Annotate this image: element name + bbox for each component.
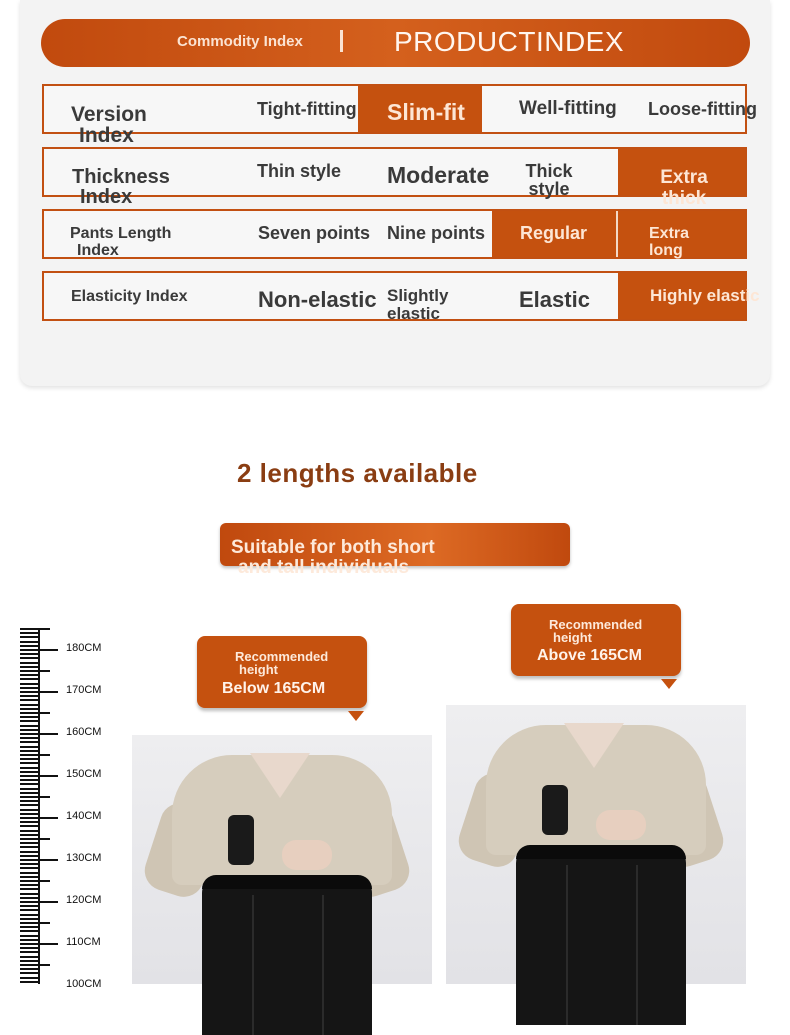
ruler-tick [20, 695, 40, 697]
ruler-tick [20, 712, 50, 714]
ruler-tick [20, 981, 40, 983]
ruler-tick [20, 754, 50, 756]
ruler-tick [20, 674, 40, 676]
ruler-tick [20, 758, 40, 760]
elasticity-index-row [42, 271, 760, 323]
ruler-tick [20, 930, 40, 932]
ruler-tick [20, 956, 40, 958]
option-slim-fit: Slim-fit [387, 99, 465, 125]
model-photo-tall [446, 705, 746, 984]
option-highly-elastic: Highly elastic [650, 286, 760, 305]
ruler-tick [20, 888, 40, 890]
tag-height-value: Above 165CM [537, 647, 642, 664]
ruler-tick [20, 779, 40, 781]
option-moderate: Moderate [387, 162, 490, 188]
ruler-tick [20, 884, 40, 886]
option-thin-style: Thin style [257, 161, 342, 181]
ruler-tick [20, 821, 40, 823]
ruler-tick [20, 632, 40, 634]
ruler-tick [20, 901, 58, 903]
ruler-tick [20, 775, 58, 777]
option-tight-fitting: Tight-fitting [257, 99, 357, 119]
ruler-tick [20, 666, 40, 668]
ruler-tick [20, 641, 40, 643]
option-elastic: Elastic [519, 287, 590, 312]
option-thick-style: Thick style [525, 161, 573, 199]
ruler-label: 150CM [66, 768, 102, 780]
ruler-label: 180CM [66, 642, 102, 654]
ruler-tick [20, 792, 40, 794]
row-label: Elasticity Index [71, 288, 188, 305]
ruler-label: 140CM [66, 810, 102, 822]
option-slightly-elastic: Slightly elastic [387, 286, 449, 323]
header-commodity-index: Commodity Index [177, 33, 303, 50]
row-label-line2: Index [77, 242, 119, 259]
suitability-line2: and tall individuals [238, 557, 410, 578]
highlight-divider [616, 211, 618, 257]
ruler-tick [20, 960, 40, 962]
ruler-tick [20, 926, 40, 928]
option-nine-points: Nine points [387, 223, 485, 243]
ruler-tick [20, 939, 40, 941]
option-loose-fitting: Loose-fitting [648, 99, 757, 119]
ruler-tick [20, 645, 40, 647]
ruler-tick [20, 813, 40, 815]
height-ruler [20, 628, 110, 990]
ruler-tick [20, 708, 40, 710]
row-label-line2: Index [79, 124, 134, 147]
ruler-tick [20, 746, 40, 748]
ruler-tick [20, 804, 40, 806]
ruler-tick [20, 972, 40, 974]
ruler-tick [20, 977, 40, 979]
ruler-tick [20, 741, 40, 743]
option-non-elastic: Non-elastic [258, 287, 377, 312]
ruler-tick [20, 935, 40, 937]
ruler-tick [20, 914, 40, 916]
ruler-tick [20, 649, 58, 651]
ruler-tick [20, 817, 58, 819]
header-divider [340, 30, 343, 52]
ruler-tick [20, 628, 50, 630]
option-extra-thick: Extra thick [660, 167, 708, 209]
ruler-tick [20, 846, 40, 848]
ruler-tick [20, 876, 40, 878]
version-index-row [42, 84, 757, 147]
tag-label-line1: Recommended [549, 617, 643, 632]
ruler-tick [20, 943, 58, 945]
ruler-label: 110CM [66, 936, 101, 948]
ruler-label: 120CM [66, 894, 102, 906]
ruler-tick [20, 909, 40, 911]
ruler-tick [20, 947, 40, 949]
ruler-tick [20, 725, 40, 727]
ruler-tick [20, 771, 40, 773]
recommended-height-tag-below [197, 636, 367, 708]
ruler-tick [20, 767, 40, 769]
ruler-tick [20, 720, 40, 722]
row-label-line2: Index [80, 186, 133, 208]
row-label-line1: Version [71, 103, 147, 126]
ruler-tick [20, 830, 40, 832]
suitability-line1: Suitable for both short [231, 537, 435, 558]
ruler-tick [20, 851, 40, 853]
option-regular: Regular [520, 223, 588, 243]
ruler-tick [20, 670, 50, 672]
ruler-label: 160CM [66, 726, 102, 738]
tag-height-value: Below 165CM [222, 680, 326, 697]
ruler-tick [20, 691, 58, 693]
ruler-tick [20, 678, 40, 680]
ruler-tick [20, 716, 40, 718]
ruler-label: 170CM [66, 684, 102, 696]
ruler-tick [20, 737, 40, 739]
ruler-tick [20, 662, 40, 664]
ruler-tick [20, 838, 50, 840]
tag-label-line2: height [239, 662, 278, 677]
ruler-tick [20, 636, 40, 638]
row-label-line1: Thickness [72, 166, 170, 188]
tag-label-line2: height [553, 630, 592, 645]
ruler-tick [20, 855, 40, 857]
recommended-height-tag-above [511, 604, 681, 676]
ruler-tick [20, 880, 50, 882]
ruler-tick [20, 796, 50, 798]
ruler-tick [20, 657, 40, 659]
ruler-tick [20, 687, 40, 689]
ruler-tick [20, 834, 40, 836]
ruler-tick [20, 729, 40, 731]
ruler-tick [20, 800, 40, 802]
ruler-tick [20, 867, 40, 869]
ruler-tick [20, 653, 40, 655]
pants-length-index-row [42, 209, 747, 259]
tag-pointer [661, 679, 677, 689]
ruler-tick [20, 699, 40, 701]
ruler-tick [20, 964, 50, 966]
ruler-tick [20, 762, 40, 764]
ruler-tick [20, 704, 40, 706]
ruler-tick [20, 951, 40, 953]
lengths-title: 2 lengths available [237, 458, 478, 488]
ruler-tick [20, 788, 40, 790]
ruler-tick [20, 863, 40, 865]
ruler-tick [20, 809, 40, 811]
ruler-tick [20, 905, 40, 907]
tag-label-line1: Recommended [235, 649, 329, 664]
option-extra-long: Extra long [649, 225, 690, 259]
tag-pointer [348, 711, 364, 721]
ruler-tick [20, 733, 58, 735]
ruler-tick [20, 825, 40, 827]
header-product-index: PRODUCTINDEX [394, 26, 625, 57]
ruler-label: 100CM [66, 978, 102, 990]
ruler-label: 130CM [66, 852, 102, 864]
ruler-tick [20, 872, 40, 874]
ruler-tick [20, 893, 40, 895]
option-seven-points: Seven points [258, 223, 371, 243]
option-well-fitting: Well-fitting [519, 98, 617, 119]
ruler-tick [20, 968, 40, 970]
ruler-tick [20, 842, 40, 844]
ruler-tick [20, 897, 40, 899]
row-label-line1: Pants Length [70, 225, 172, 242]
ruler-tick [20, 859, 58, 861]
thickness-index-row [42, 147, 747, 209]
ruler-tick [20, 683, 40, 685]
ruler-tick [20, 750, 40, 752]
model-photo-short [132, 735, 432, 984]
ruler-tick [20, 783, 40, 785]
ruler-tick [20, 918, 40, 920]
ruler-tick [20, 922, 50, 924]
